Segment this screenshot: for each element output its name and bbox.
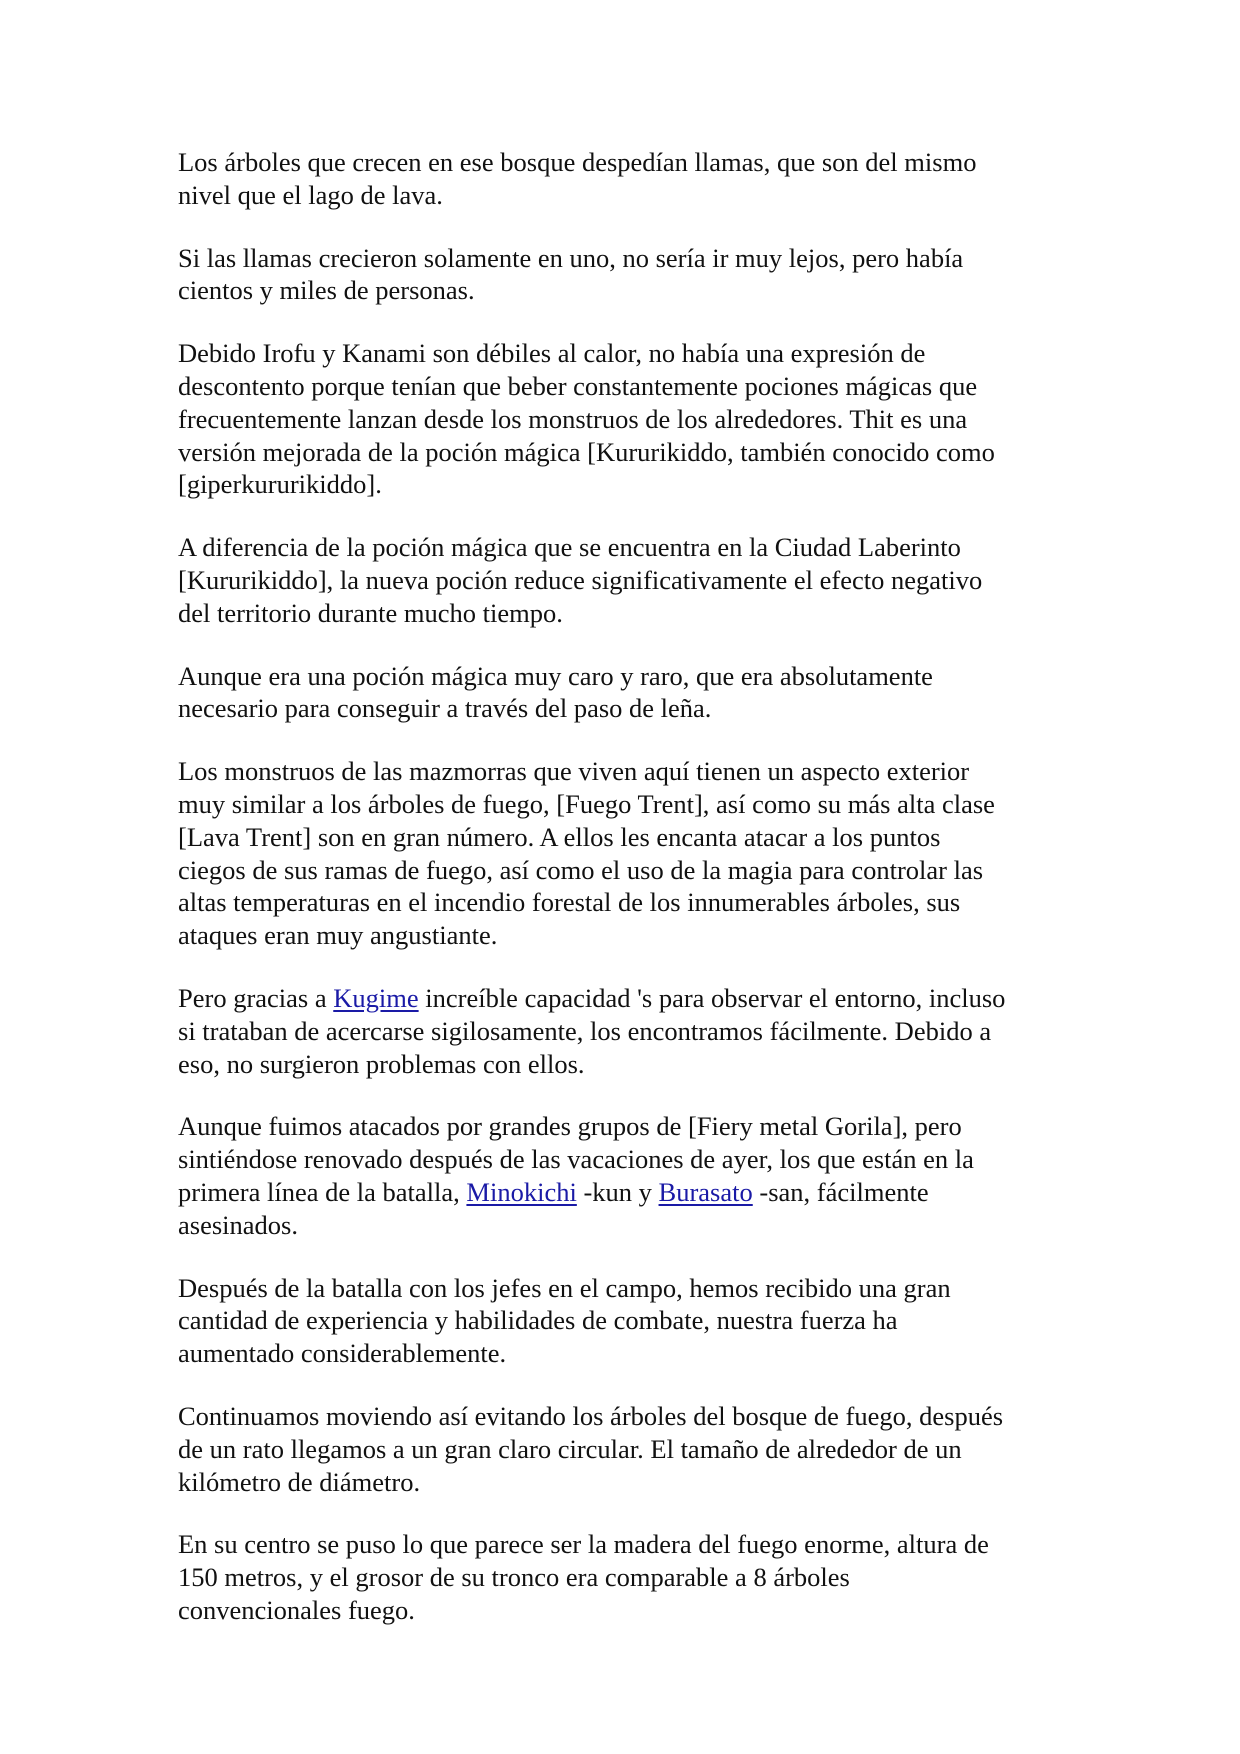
text-fragment: Pero gracias a: [178, 982, 334, 1013]
text-line: [giperkururikiddo].: [178, 469, 382, 500]
paragraph-experience: [178, 1272, 1078, 1370]
text-line: nivel que el lago de lava.: [178, 179, 443, 210]
text-line: Debido Irofu y Kanami son débiles al calor, no había una expresión de: [178, 338, 926, 369]
link-minokichi[interactable]: Minokichi: [466, 1176, 577, 1207]
paragraph-potions: [178, 337, 1078, 501]
paragraph-clearing: [178, 1400, 1078, 1498]
paragraph-giant-tree: [178, 1528, 1078, 1626]
paragraph-forest-trees: [178, 146, 1078, 212]
text-line: versión mejorada de la poción mágica [Kururikiddo, también conocido como: [178, 436, 995, 467]
text-line: de un rato llegamos a un gran claro circular. El tamaño de alrededor de un: [178, 1433, 962, 1464]
text-line: Aunque fuimos atacados por grandes grupos de [Fiery metal Gorila], pero: [178, 1111, 962, 1142]
text-line: Los monstruos de las mazmorras que viven aquí tienen un aspecto exterior: [178, 756, 970, 787]
text-line: [Lava Trent] son en gran número. A ellos les encanta atacar a los puntos: [178, 821, 941, 852]
text-fragment: -san, fácilmente: [752, 1176, 929, 1207]
text-fragment: -kun y: [576, 1176, 659, 1207]
text-line: 150 metros, y el grosor de su tronco era comparable a 8 árboles: [178, 1562, 850, 1593]
link-burasato[interactable]: Burasato: [658, 1176, 753, 1207]
text-line: ciegos de sus ramas de fuego, así como el uso de la magia para controlar las: [178, 854, 984, 885]
text-line: [Kururikiddo], la nueva poción reduce significativamente el efecto negativo: [178, 564, 983, 595]
text-line: cientos y miles de personas.: [178, 275, 475, 306]
paragraph-battle: [178, 1110, 1078, 1241]
paragraph-flames: [178, 242, 1078, 308]
link-kugime[interactable]: Kugime: [333, 982, 419, 1013]
text-line: aumentado considerablemente.: [178, 1338, 507, 1369]
text-line: ataques eran muy angustiante.: [178, 920, 498, 951]
text-line: altas temperaturas en el incendio forestal de los innumerables árboles, sus: [178, 887, 961, 918]
text-line: si trataban de acercarse sigilosamente, los encontramos fácilmente. Debido a: [178, 1015, 992, 1046]
text-line: frecuentemente lanzan desde los monstruos de los alrededores. Thit es una: [178, 403, 968, 434]
text-line: En su centro se puso lo que parece ser la madera del fuego enorme, altura de: [178, 1529, 989, 1560]
text-line: A diferencia de la poción mágica que se encuentra en la Ciudad Laberinto: [178, 532, 961, 563]
text-line: Continuamos moviendo así evitando los árboles del bosque de fuego, después: [178, 1400, 1004, 1431]
text-line: cantidad de experiencia y habilidades de combate, nuestra fuerza ha: [178, 1305, 898, 1336]
text-line: kilómetro de diámetro.: [178, 1466, 421, 1497]
document-page: [178, 146, 1078, 1657]
text-line: muy similar a los árboles de fuego, [Fuego Trent], así como su más alta clase: [178, 788, 995, 819]
paragraph-expensive-potion: [178, 660, 1078, 726]
text-fragment: increíble capacidad 's para observar el entorno, incluso: [418, 982, 1006, 1013]
text-line: Aunque era una poción mágica muy caro y raro, que era absolutamente: [178, 660, 933, 691]
text-line: del territorio durante mucho tiempo.: [178, 597, 563, 628]
text-fragment: primera línea de la batalla,: [178, 1176, 467, 1207]
text-line: sintiéndose renovado después de las vacaciones de ayer, los que están en la: [178, 1144, 974, 1175]
text-line: descontento porque tenían que beber constantemente pociones mágicas que: [178, 370, 978, 401]
paragraph-new-potion: [178, 531, 1078, 629]
text-line: eso, no surgieron problemas con ellos.: [178, 1048, 585, 1079]
text-line: Si las llamas crecieron solamente en uno, no sería ir muy lejos, pero había: [178, 242, 964, 273]
text-line: convencionales fuego.: [178, 1594, 415, 1625]
paragraph-monsters: [178, 755, 1078, 952]
text-line: Los árboles que crecen en ese bosque despedían llamas, que son del mismo: [178, 147, 977, 177]
text-line: Después de la batalla con los jefes en el campo, hemos recibido una gran: [178, 1272, 951, 1303]
text-line: asesinados.: [178, 1209, 298, 1240]
paragraph-kugime: [178, 982, 1078, 1080]
text-line: necesario para conseguir a través del paso de leña.: [178, 693, 712, 724]
